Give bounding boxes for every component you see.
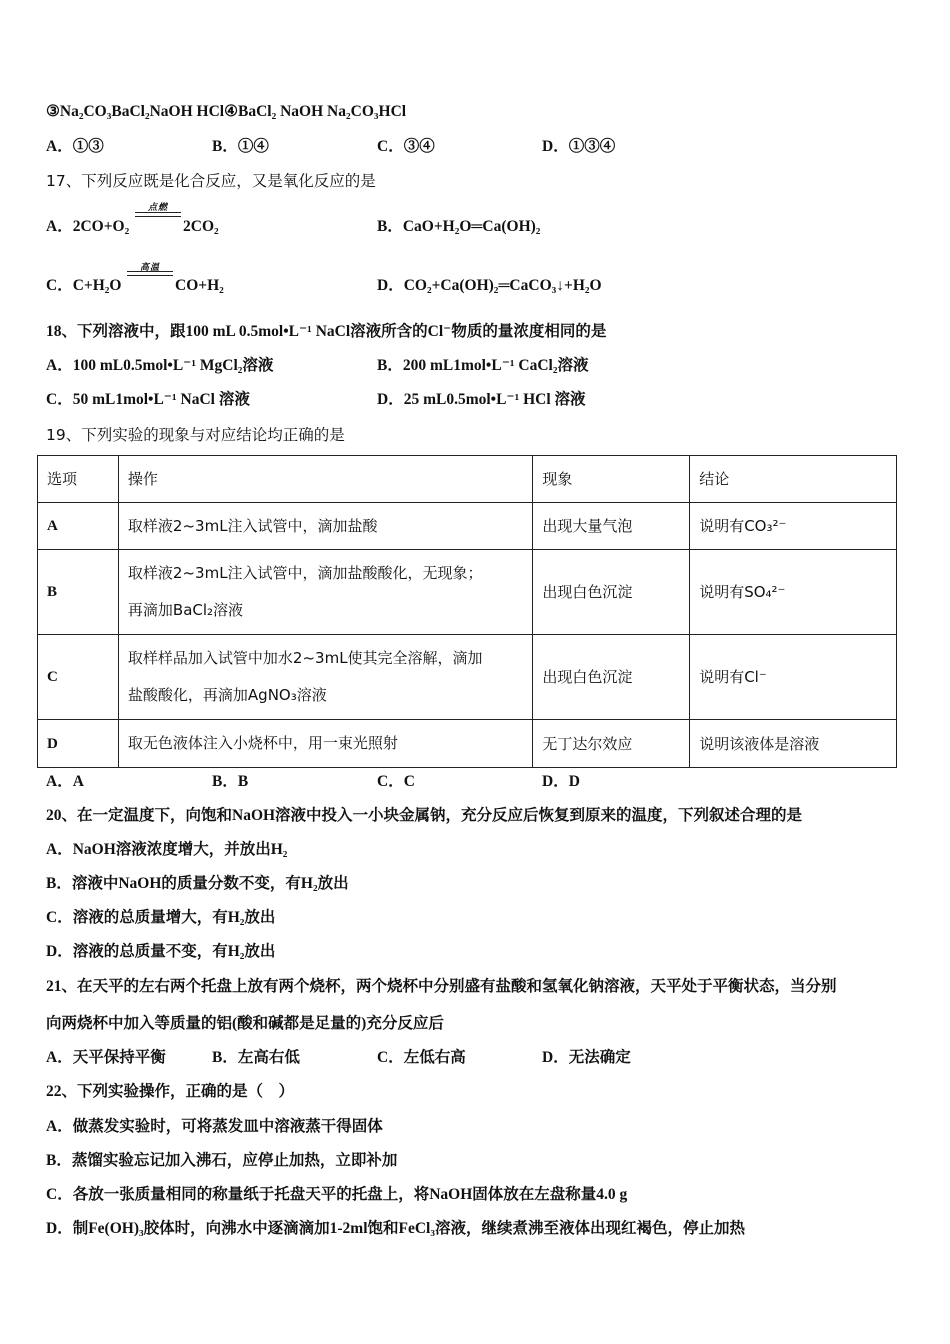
q21-stem-line-2: 向两烧杯中加入等质量的铝(酸和碱都是足量的)充分反应后 (46, 1015, 444, 1032)
q19-option-a[interactable]: A．A (46, 773, 84, 790)
q17-c-condition: 高温 (139, 262, 160, 272)
table-row (38, 635, 897, 720)
row-conclusion: 说明该液体是溶液 (690, 720, 897, 768)
header-option: 选项 (38, 456, 119, 503)
row-operation-line-2: 盐酸酸化，再滴加AgNO₃溶液 (127, 686, 327, 704)
q22-option-a[interactable]: A．做蒸发实验时，可将蒸发皿中溶液蒸干得固体 (46, 1118, 383, 1135)
row-phenomenon: 无丁达尔效应 (533, 720, 690, 768)
q18-option-a[interactable]: A．100 mL0.5mol•L⁻¹ MgCl₂溶液 (46, 357, 274, 374)
row-operation-line-1: 取样液2~3mL注入试管中，滴加盐酸酸化，无现象； (127, 564, 483, 582)
header-conclusion: 结论 (690, 456, 897, 503)
row-option: B (38, 550, 119, 635)
q21-option-c[interactable]: C．左低右高 (377, 1049, 466, 1066)
q18-option-b[interactable]: B．200 mL1mol•L⁻¹ CaCl₂溶液 (377, 357, 589, 374)
row-option: D (38, 720, 119, 768)
q17-option-a-left[interactable]: A．2CO+O₂ (46, 218, 130, 235)
row-option: C (38, 635, 119, 720)
row-conclusion: 说明有CO₃²⁻ (690, 503, 897, 550)
row-operation: 取无色液体注入小烧杯中，用一束光照射 (118, 720, 532, 768)
q19-option-d[interactable]: D．D (542, 773, 580, 790)
row-operation: 取样液2~3mL注入试管中，滴加盐酸 (118, 503, 532, 550)
q21-option-a[interactable]: A．天平保持平衡 (46, 1049, 166, 1066)
row-conclusion: 说明有SO₄²⁻ (690, 550, 897, 635)
q17-option-a-right: 2CO₂ (183, 218, 219, 235)
q18-option-d[interactable]: D．25 mL0.5mol•L⁻¹ HCl 溶液 (377, 391, 586, 408)
q17-option-b[interactable]: B．CaO+H₂O═Ca(OH)₂ (377, 218, 541, 235)
q16-line: ③Na₂CO₃BaCl₂NaOH HCl④BaCl₂ NaOH Na₂CO₃HCl (46, 103, 407, 120)
table-header-row (38, 456, 897, 503)
q19-stem: 19、下列实验的现象与对应结论均正确的是 (46, 426, 345, 444)
q17-option-d[interactable]: D．CO₂+Ca(OH)₂═CaCO₃↓+H₂O (377, 277, 602, 294)
row-phenomenon: 出现白色沉淀 (533, 550, 690, 635)
table-row (38, 550, 897, 635)
row-operation-line-1: 取样样品加入试管中加水2~3mL使其完全溶解，滴加 (127, 649, 483, 667)
header-phenomenon: 现象 (533, 456, 690, 503)
q22-stem: 22、下列实验操作，正确的是（ ） (46, 1083, 295, 1100)
q21-stem-line-1: 21、在天平的左右两个托盘上放有两个烧杯，两个烧杯中分别盛有盐酸和氢氧化钠溶液，天平处于平衡状态，当分别 (46, 978, 837, 995)
q19-table (37, 455, 897, 768)
q18-option-c[interactable]: C．50 mL1mol•L⁻¹ NaCl 溶液 (46, 391, 250, 408)
table-row (38, 503, 897, 550)
q17-option-c-left[interactable]: C．C+H₂O (46, 277, 122, 294)
q17-c-equals-sign (127, 271, 173, 276)
q20-option-b[interactable]: B．溶液中NaOH的质量分数不变，有H₂放出 (46, 875, 349, 892)
q16-option-c[interactable]: C．③④ (377, 138, 435, 155)
row-option: A (38, 503, 119, 550)
row-phenomenon: 出现大量气泡 (533, 503, 690, 550)
q19-option-b[interactable]: B．B (212, 773, 249, 790)
q20-option-a[interactable]: A．NaOH溶液浓度增大，并放出H₂ (46, 841, 288, 858)
header-operation: 操作 (118, 456, 532, 503)
q18-stem: 18、下列溶液中，跟100 mL 0.5mol•L⁻¹ NaCl溶液所含的Cl⁻物质的量浓度相同的是 (46, 323, 607, 340)
q17-a-equals-sign (135, 212, 181, 217)
q20-stem: 20、在一定温度下，向饱和NaOH溶液中投入一小块金属钠，充分反应后恢复到原来的温度，下列叙述合理的是 (46, 807, 803, 824)
row-operation-line-2: 再滴加BaCl₂溶液 (127, 601, 244, 619)
q20-option-c[interactable]: C．溶液的总质量增大，有H₂放出 (46, 909, 276, 926)
table-row (38, 720, 897, 768)
q17-stem: 17、下列反应既是化合反应，又是氧化反应的是 (46, 172, 376, 190)
q17-option-c-right: CO+H₂ (175, 277, 224, 294)
row-phenomenon: 出现白色沉淀 (533, 635, 690, 720)
q20-option-d[interactable]: D．溶液的总质量不变，有H₂放出 (46, 943, 276, 960)
q22-option-c[interactable]: C．各放一张质量相同的称量纸于托盘天平的托盘上，将NaOH固体放在左盘称量4.0 g (46, 1186, 628, 1203)
q21-option-d[interactable]: D．无法确定 (542, 1049, 631, 1066)
q22-option-b[interactable]: B．蒸馏实验忘记加入沸石，应停止加热，立即补加 (46, 1152, 398, 1169)
q17-a-condition: 点燃 (147, 202, 168, 212)
q22-option-d[interactable]: D．制Fe(OH)₃胶体时，向沸水中逐滴滴加1-2ml饱和FeCl₃溶液，继续煮沸至液体出现红褐色，停止加热 (46, 1220, 746, 1237)
q16-option-d[interactable]: D．①③④ (542, 138, 616, 155)
q19-option-c[interactable]: C．C (377, 773, 415, 790)
q16-option-b[interactable]: B．①④ (212, 138, 269, 155)
q16-option-a[interactable]: A．①③ (46, 138, 104, 155)
row-operation (118, 550, 532, 635)
q21-option-b[interactable]: B．左高右低 (212, 1049, 300, 1066)
row-operation (118, 635, 532, 720)
row-conclusion: 说明有Cl⁻ (690, 635, 897, 720)
